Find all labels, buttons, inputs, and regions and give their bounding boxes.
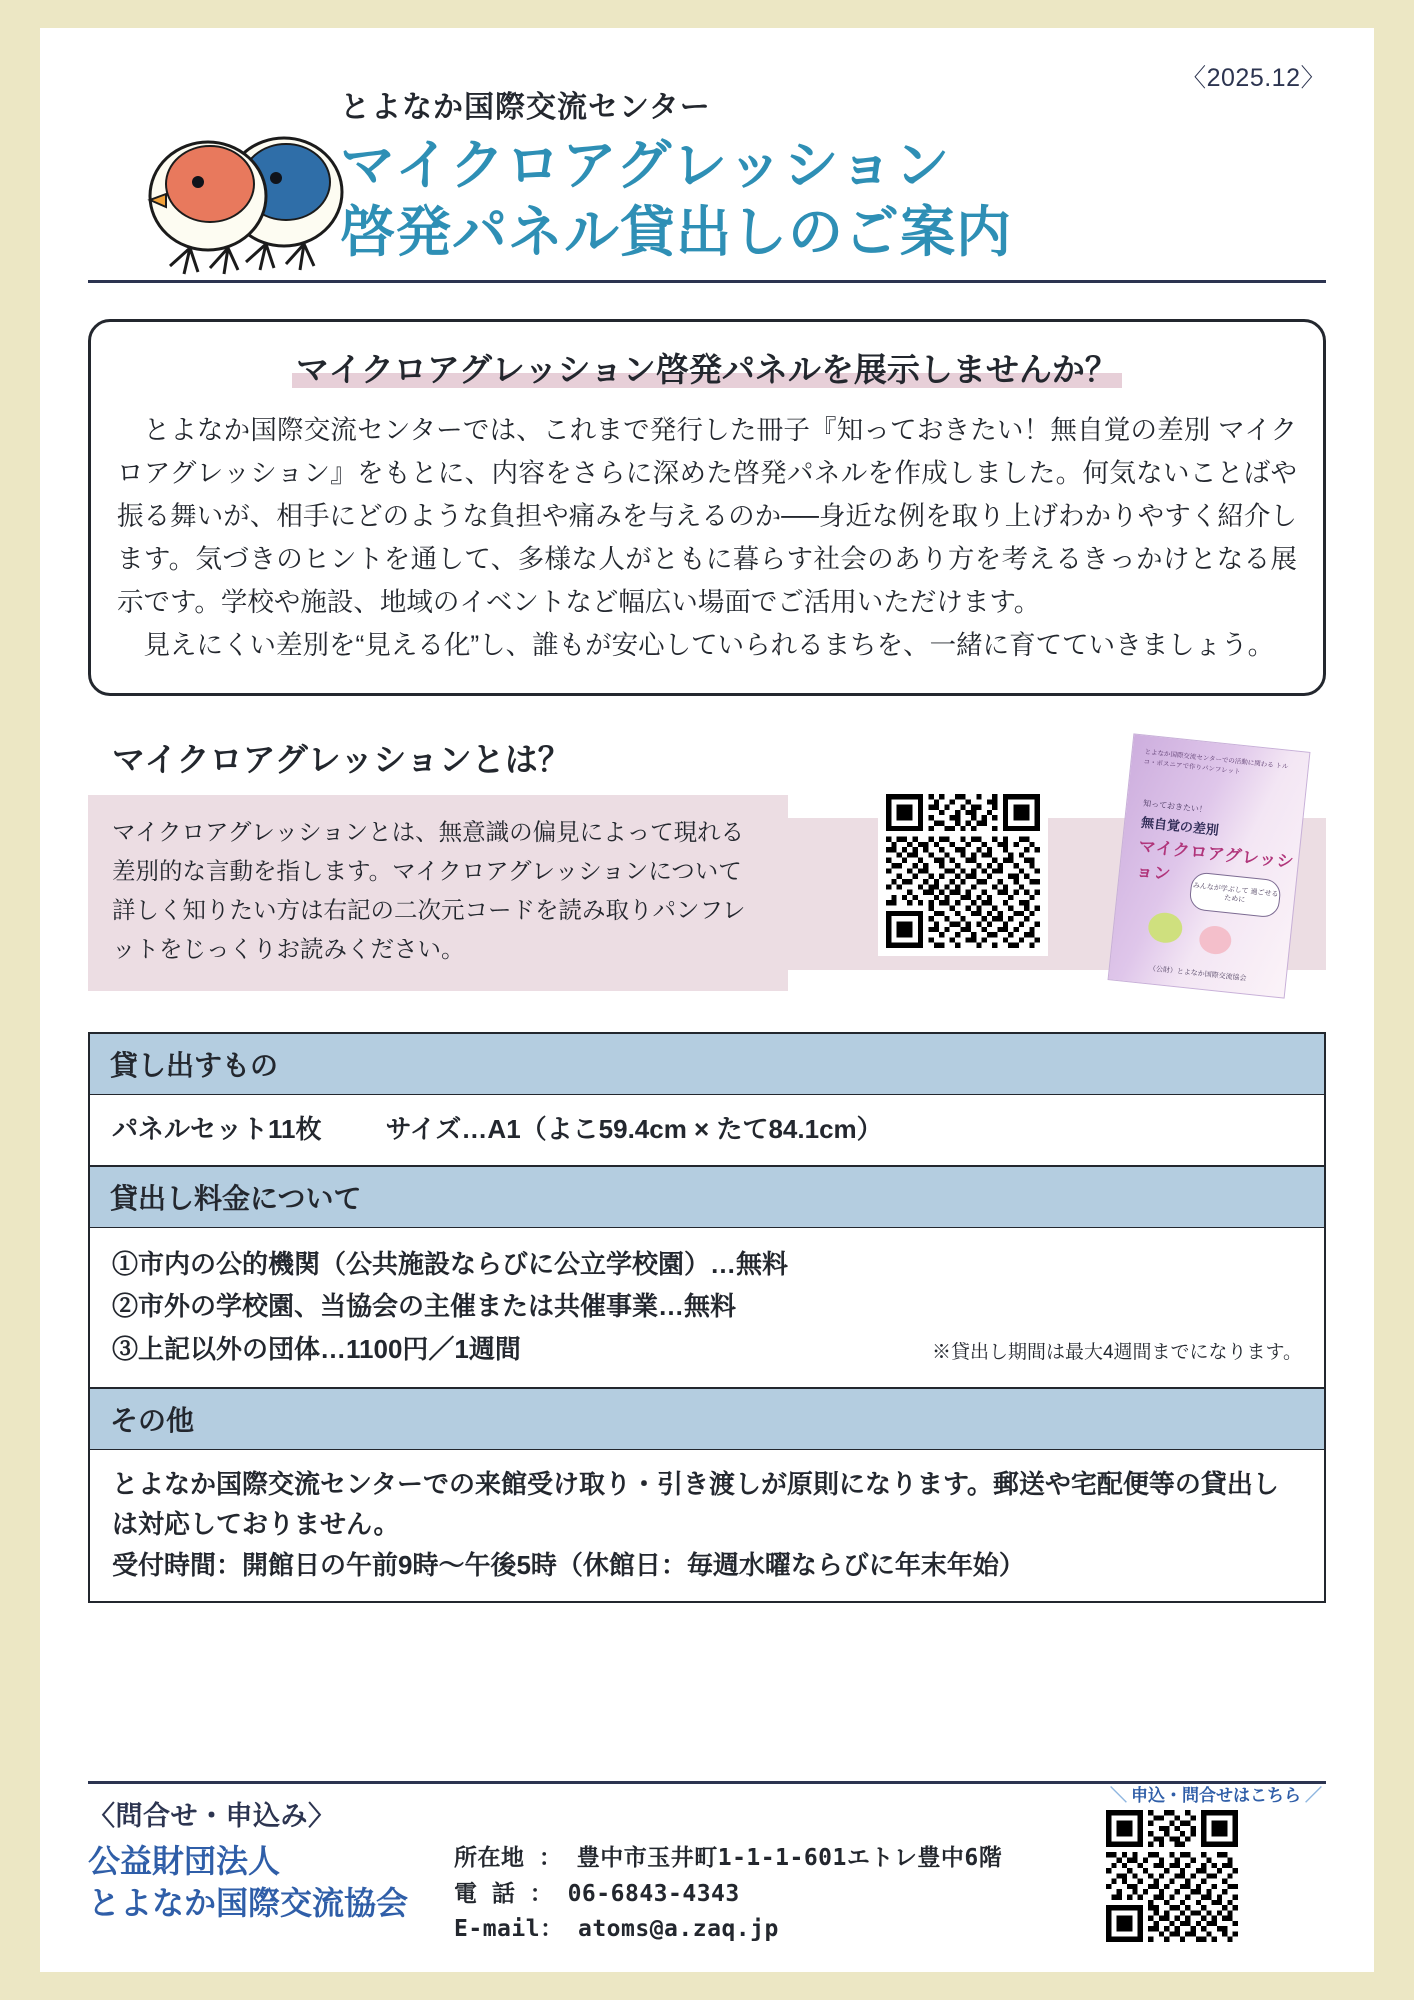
intro-body	[117, 409, 1297, 667]
booklet-speech-bubble: みんなが学ぶして 過ごせるために	[1188, 871, 1281, 918]
footer-qr-caption-text: 申込・問合せはこちら	[1131, 1786, 1301, 1805]
address-label: 所在地 ：	[454, 1845, 563, 1872]
what-is-title: マイクロアグレッションとは？	[112, 740, 571, 778]
details-table	[88, 1032, 1326, 1603]
section-heading-items: 貸し出すもの	[90, 1034, 1324, 1095]
fee-line-1: ①市内の公的機関（公共施設ならびに公立学校園）…無料	[112, 1249, 789, 1280]
pamphlet-qr-code[interactable]	[878, 786, 1048, 956]
issue-date: 〈2025.12〉	[1181, 64, 1326, 92]
booklet-line-3: マイクロアグレッション	[1135, 836, 1295, 884]
association-line-1: 公益財団法人	[88, 1843, 281, 1880]
fee-line-2: ②市外の学校園、当協会の主催または共催事業…無料	[112, 1291, 737, 1322]
section-body-items	[90, 1095, 1324, 1167]
booklet-character-pink	[1198, 924, 1233, 955]
header-divider	[88, 280, 1326, 283]
what-is-left	[88, 730, 788, 991]
intro-heading: マイクロアグレッション啓発パネルを展示しませんか？	[292, 344, 1122, 391]
organization-name: とよなか国際交流センター	[340, 91, 711, 124]
contact-details	[454, 1841, 1002, 1948]
section-heading-fees: 貸出し料金について	[90, 1167, 1324, 1228]
booklet-line-1: 知っておきたい！	[1142, 798, 1208, 815]
sparkle-right-icon: ／	[1305, 1786, 1322, 1805]
intro-paragraph-2: 見えにくい差別を“見える化”し、誰もが安心していられるまちを、一緒に育てていきましょう。	[143, 629, 1275, 660]
chick-mascot-illustration	[136, 120, 376, 280]
booklet-character-green	[1147, 911, 1184, 944]
what-is-text: マイクロアグレッションとは、無意識の偏見によって現れる差別的な言動を指します。マイクロアグレッションについて詳しく知りたい方は右記の二次元コードを読み取りパンフレットをじっくりお読みください。	[112, 818, 746, 962]
email-label: E-mail：	[454, 1916, 564, 1943]
section-body-fees	[90, 1228, 1324, 1389]
tel-label: 電 話 ：	[454, 1880, 554, 1907]
tel-value: 06-6843-4343	[567, 1880, 740, 1907]
booklet-footer: （公財）とよなか国際交流協会	[1148, 965, 1247, 983]
poster-page	[40, 28, 1374, 1972]
intro-box	[88, 319, 1326, 696]
other-line-1: とよなか国際交流センターでの来館受け取り・引き渡しが原則になります。郵送や宅配便等の貸出しは対応しておりません。	[112, 1468, 1279, 1540]
title-line-2: 啓発パネル貸出しのご案内	[340, 201, 1013, 264]
section-heading-other: その他	[90, 1389, 1324, 1450]
panel-set-count: パネルセット11枚	[112, 1113, 322, 1144]
poster-title	[340, 132, 1326, 266]
title-line-1: マイクロアグレッション	[340, 134, 951, 196]
association-name	[88, 1841, 408, 1924]
address-value: 豊中市玉井町1-1-1-601エトレ豊中6階	[576, 1845, 1003, 1872]
intro-heading-wrap	[117, 344, 1297, 391]
application-qr-code[interactable]	[1106, 1810, 1238, 1942]
address-row	[454, 1841, 1002, 1877]
fee-line-3: ③上記以外の団体…1100円／1週間	[112, 1333, 521, 1364]
contact-label: 〈問合せ・申込み〉	[88, 1801, 336, 1832]
panel-size: サイズ…A1（よこ59.4cm × たて84.1cm）	[385, 1113, 883, 1144]
booklet-top-note: とよなか国際交流センターでの活動に関わる トルコ・ボスニアで作りパンフレット	[1143, 748, 1289, 776]
poster-header	[40, 28, 1374, 266]
email-value[interactable]: atoms@a.zaq.jp	[577, 1916, 779, 1943]
sparkle-left-icon: ＼	[1110, 1786, 1127, 1805]
what-is-section	[88, 730, 1326, 1002]
poster-footer	[40, 1781, 1374, 1972]
intro-paragraph-1: とよなか国際交流センターでは、これまで発行した冊子『知っておきたい！無自覚の差別 マイクロアグレッション』をもとに、内容をさらに深めた啓発パネルを作成しました。何気ないことばや振る舞いが、相手にどのような負担や痛みを与えるのか──身近な例を取り上げわかりやすく紹介します。気づきのヒントを通して、多様な人がともに暮らす社会のあり方を考えるきっかけとなる展示です。学校や施設、地域のイベントなど幅広い場面でご活用いただけます。	[117, 415, 1297, 617]
footer-qr-caption	[1106, 1781, 1326, 1806]
email-row	[454, 1912, 1002, 1948]
what-is-text-panel	[88, 795, 788, 991]
tel-row	[454, 1877, 1002, 1913]
other-line-2: 受付時間：開館日の午前9時〜午後5時（休館日：毎週水曜ならびに年末年始）	[112, 1549, 1025, 1580]
section-body-other	[90, 1450, 1324, 1601]
footer-qr-block	[1106, 1781, 1326, 1942]
pamphlet-cover-image	[1108, 733, 1311, 998]
association-line-2: とよなか国際交流協会	[88, 1884, 409, 1921]
fee-note: ※貸出し期間は最大4週間までになります。	[931, 1341, 1302, 1363]
booklet-line-2: 無自覚の差別	[1140, 814, 1220, 838]
